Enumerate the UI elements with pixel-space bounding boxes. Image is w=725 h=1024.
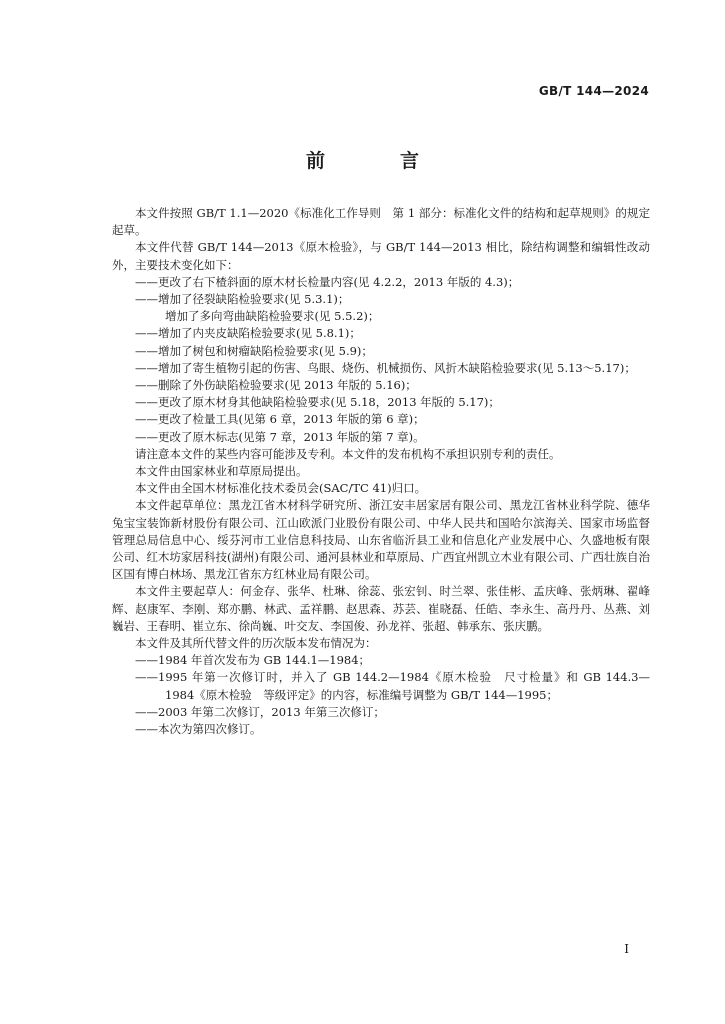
change-item: ——增加了内夹皮缺陷检验要求(见 5.8.1)； [135,326,361,341]
paragraph-patent-notice: 请注意本文件的某些内容可能涉及专利。本文件的发布机构不承担识别专利的责任。 [135,446,561,461]
history-item: ——本次为第四次修订。 [135,722,262,737]
paragraph-committee: 本文件由全国木材标准化技术委员会(SAC/TC 41)归口。 [135,481,427,496]
history-item: ——1984 年首次发布为 GB 144.1—1984； [135,653,371,668]
change-item: ——更改了原木材身其他缺陷检验要求(见 5.18，2013 年版的 5.17)； [135,395,500,410]
change-item: ——增加了径裂缺陷检验要求(见 5.3.1)； [135,292,350,307]
paragraph-drafters: 本文件主要起草人：何金存、张华、杜琳、徐蕊、张宏钊、时兰翠、张佳彬、孟庆峰、张炳琳、翟峰辉、赵康军、李刚、郑亦鹏、林武、孟祥鹏、赵思森、苏芸、崔晓磊、任皓、李永生、高丹丹、丛燕、刘巍岩、王春明、崔立东、徐尚巍、叶交友、李国俊、孙龙祥、张超、韩承东、张庆鹏。 [112,584,650,633]
history-item: ——2003 年第二次修订，2013 年第三次修订； [135,704,385,719]
page-number: I [624,942,629,956]
history-item: ——1995 年第一次修订时，并入了 GB 144.2—1984《原木检验 尺寸检量》和 GB 144.3—1984《原木检验 等级评定》的内容，标准编号调整为 GB/T 144—1995； [135,670,650,702]
change-item: ——更改了检量工具(见第 6 章，2013 年版的第 6 章)； [135,412,425,427]
paragraph-proposer: 本文件由国家林业和草原局提出。 [135,464,308,479]
paragraph-history-intro: 本文件及其所代替文件的历次版本发布情况为： [135,636,377,651]
change-item: ——增加了寄生植物引起的伤害、鸟眼、烧伤、机械损伤、风折木缺陷检验要求(见 5.13～5.17)； [135,360,636,375]
paragraph-drafting-rules: 本文件按照 GB/T 1.1—2020《标准化工作导则 第 1 部分：标准化文件的结构和起草规则》的规定起草。 [112,206,650,238]
change-item: ——更改了原木标志(见第 7 章，2013 年版的第 7 章)。 [135,429,425,444]
change-item: 增加了多向弯曲缺陷检验要求(见 5.5.2)； [165,309,380,324]
change-item: ——增加了树包和树瘤缺陷检验要求(见 5.9)； [135,343,373,358]
standard-code: GB/T 144—2024 [538,84,649,98]
foreword-body [112,205,650,738]
paragraph-drafting-units: 本文件起草单位：黑龙江省木材科学研究所、浙江安丰居家居有限公司、黑龙江省林业科学院、德华兔宝宝装饰新材股份有限公司、江山欧派门业股份有限公司、中华人民共和国哈尔滨海关、国家市场监督管理总局信息中心、绥芬河市工业信息科技局、山东省临沂县工业和信息化产业发展中心、久盛地板有限公司、红木坊家居科技(湖州)有限公司、通河县林业和草原局、广西宜州凯立木业有限公司、广西壮族自治区国有博白林场、黑龙江省东方红林业局有限公司。 [112,498,650,582]
change-item: ——删除了外伤缺陷检验要求(见 2013 年版的 5.16)； [135,378,417,393]
page-title: 前 言 [305,150,447,172]
change-item: ——更改了右下楂斜面的原木材长检量内容(见 4.2.2，2013 年版的 4.3)； [135,274,520,289]
paragraph-replacement: 本文件代替 GB/T 144—2013《原木检验》，与 GB/T 144—2013 相比，除结构调整和编辑性改动外，主要技术变化如下： [112,240,650,272]
